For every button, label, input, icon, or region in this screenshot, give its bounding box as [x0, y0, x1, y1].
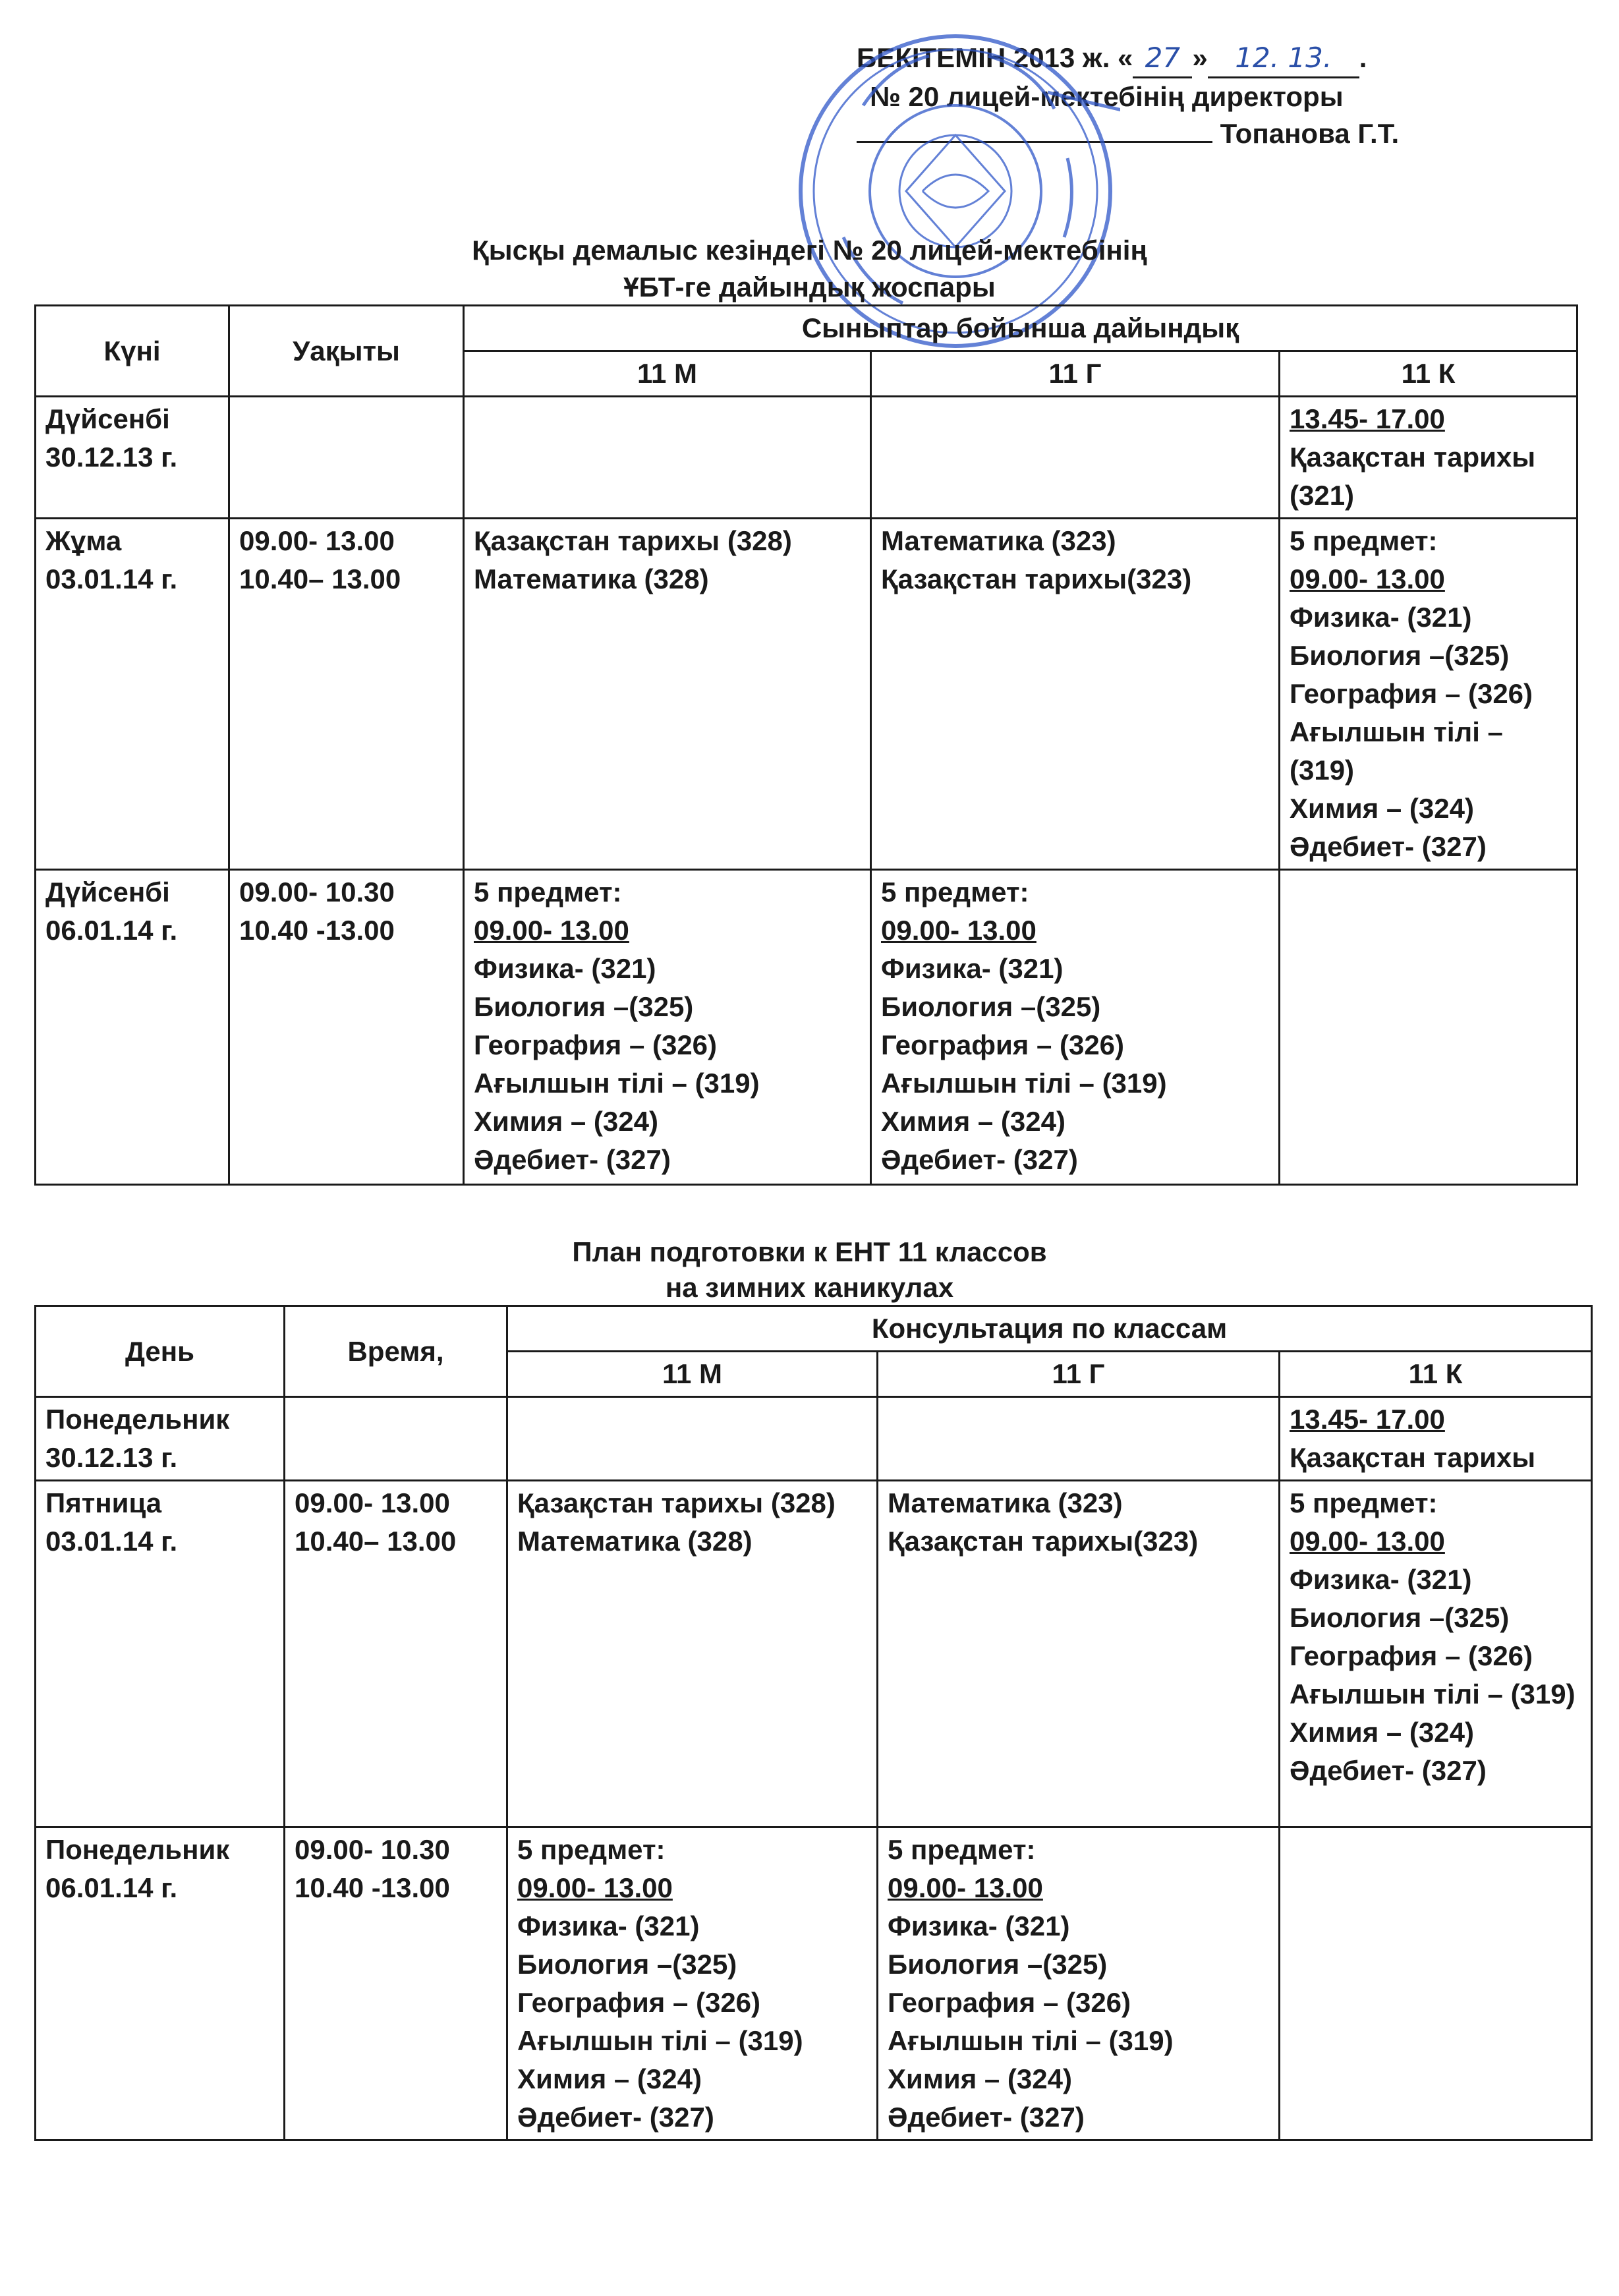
ru-r2-11m	[507, 1481, 878, 1827]
time-line: 10.40– 13.00	[295, 1526, 457, 1557]
kz-header-row	[36, 306, 1577, 351]
subject-line: Физика- (321)	[474, 953, 656, 984]
subject-line: География – (326)	[517, 1987, 761, 2018]
approval-line-2: № 20 лицей-мектебінің директоры	[870, 81, 1344, 112]
ru-schedule-table	[34, 1305, 1593, 2141]
kz-r2-11g	[871, 519, 1280, 870]
subjects-title: 5 предмет:	[1290, 1487, 1438, 1518]
subjects-title: 5 предмет:	[1290, 525, 1438, 556]
subject-line: Биология –(325)	[517, 1949, 737, 1980]
ru-r2-11g	[878, 1481, 1280, 1827]
kz-header-11m: 11 М	[464, 351, 871, 397]
subject-line: География – (326)	[881, 1029, 1125, 1060]
subject-line: Химия – (324)	[517, 2063, 702, 2094]
ru-title-1: План подготовки к ЕНТ 11 классов	[572, 1236, 1047, 1267]
ru-r1-11k	[1280, 1397, 1592, 1481]
kz-r3-11m	[464, 870, 871, 1185]
time-line: 10.40 -13.00	[295, 1872, 450, 1903]
kz-header-11g: 11 Г	[871, 351, 1280, 397]
subject-line: Қазақстан тарихы(323)	[881, 563, 1192, 594]
subjects-time: 09.00- 13.00	[517, 1872, 673, 1903]
subjects-time: 09.00- 13.00	[888, 1872, 1043, 1903]
director-name: Топанова Г.Т.	[1220, 118, 1400, 149]
subject-line: Әдебиет- (327)	[1290, 831, 1487, 862]
ru-r2-time	[285, 1481, 507, 1827]
subject-line: Әдебиет- (327)	[1290, 1755, 1487, 1786]
ru-header-day: День	[36, 1306, 285, 1397]
ru-r3-time	[285, 1827, 507, 2140]
kz-r1-time	[229, 397, 464, 519]
subject-line: Математика (323)	[888, 1487, 1123, 1518]
kz-r1-11k-subject: Қазақстан тарихы (321)	[1290, 442, 1536, 511]
kz-r1-11g	[871, 397, 1280, 519]
kz-r3-day: Дүйсенбі 06.01.14 г.	[36, 870, 229, 1185]
subject-line: Ағылшын тілі – (319)	[517, 2025, 803, 2056]
subject-line: Қазақстан тарихы (328)	[517, 1487, 836, 1518]
subjects-time: 09.00- 13.00	[881, 915, 1037, 946]
approval-day: 27	[1133, 40, 1192, 78]
ru-r1-day: Понедельник 30.12.13 г.	[36, 1397, 285, 1481]
approval-month: 12. 13.	[1208, 40, 1359, 78]
ru-header-11k: 11 К	[1280, 1352, 1592, 1397]
time-line: 09.00- 13.00	[295, 1487, 450, 1518]
kz-header-group: Сыныптар бойынша дайындық	[464, 306, 1577, 351]
subject-line: Математика (323)	[881, 525, 1116, 556]
subject-line: Қазақстан тарихы(323)	[888, 1526, 1199, 1557]
kz-r1-11k-time: 13.45- 17.00	[1290, 403, 1445, 434]
subject-line: География – (326)	[888, 1987, 1131, 2018]
time-line: 09.00- 10.30	[295, 1834, 450, 1865]
table-row	[36, 1827, 1592, 2140]
subject-line: Физика- (321)	[1290, 602, 1472, 633]
subject-line: Физика- (321)	[1290, 1564, 1472, 1595]
kz-r1-11m	[464, 397, 871, 519]
time-line: 09.00- 13.00	[239, 525, 395, 556]
kz-r2-11k	[1280, 519, 1577, 870]
ru-r1-11k-time: 13.45- 17.00	[1290, 1404, 1445, 1435]
ru-header-group: Консультация по классам	[507, 1306, 1592, 1352]
subjects-title: 5 предмет:	[517, 1834, 666, 1865]
subjects-time: 09.00- 13.00	[474, 915, 629, 946]
kz-header-day: Күні	[36, 306, 229, 397]
subject-line: Биология –(325)	[1290, 640, 1510, 671]
table-row	[36, 1481, 1592, 1827]
kz-r2-day: Жұма 03.01.14 г.	[36, 519, 229, 870]
ru-r1-11m	[507, 1397, 878, 1481]
table-row	[36, 519, 1577, 870]
approval-prefix: БЕКІТЕМІН 2013 ж. «	[857, 42, 1133, 73]
ru-r3-day: Понедельник 06.01.14 г.	[36, 1827, 285, 2140]
subjects-title: 5 предмет:	[881, 876, 1029, 907]
subject-line: Химия – (324)	[888, 2063, 1072, 2094]
subject-line: Қазақстан тарихы (328)	[474, 525, 792, 556]
ru-r1-time	[285, 1397, 507, 1481]
ru-r3-11g	[878, 1827, 1280, 2140]
kz-r3-11k	[1280, 870, 1577, 1185]
subject-line: Физика- (321)	[888, 1910, 1070, 1941]
table-row	[36, 870, 1577, 1185]
subject-line: Физика- (321)	[517, 1910, 700, 1941]
ru-r1-11k-subject: Қазақстан тарихы	[1290, 1442, 1536, 1473]
subject-line: Әдебиет- (327)	[888, 2102, 1085, 2133]
subject-line: Әдебиет- (327)	[517, 2102, 714, 2133]
approval-mid: »	[1192, 42, 1208, 73]
subject-line: Химия – (324)	[474, 1106, 658, 1137]
subject-line: Ағылшын тілі – (319)	[881, 1068, 1167, 1099]
subject-line: Химия – (324)	[1290, 1717, 1474, 1748]
ru-r2-11k	[1280, 1481, 1592, 1827]
subject-line: География – (326)	[474, 1029, 718, 1060]
ru-header-time: Время,	[285, 1306, 507, 1397]
subject-line: Биология –(325)	[881, 991, 1101, 1022]
kz-title-2: ҰБТ-ге дайындық жоспары	[623, 272, 996, 302]
time-line: 09.00- 10.30	[239, 876, 395, 907]
subjects-title: 5 предмет:	[474, 876, 622, 907]
table-row	[36, 1397, 1592, 1481]
ru-header-11g: 11 Г	[878, 1352, 1280, 1397]
time-line: 10.40 -13.00	[239, 915, 395, 946]
subject-line: Биология –(325)	[1290, 1602, 1510, 1633]
subjects-title: 5 предмет:	[888, 1834, 1036, 1865]
subject-line: Әдебиет- (327)	[881, 1144, 1078, 1175]
ru-title-2: на зимних каникулах	[665, 1272, 954, 1303]
subject-line: Ағылшын тілі – (319)	[888, 2025, 1174, 2056]
ru-r2-day: Пятница 03.01.14 г.	[36, 1481, 285, 1827]
kz-r3-time	[229, 870, 464, 1185]
kz-header-time: Уақыты	[229, 306, 464, 397]
subject-line: Биология –(325)	[474, 991, 694, 1022]
subject-line: Математика (328)	[474, 563, 709, 594]
subject-line: Биология –(325)	[888, 1949, 1108, 1980]
subjects-time: 09.00- 13.00	[1290, 563, 1445, 594]
kz-r1-11k	[1280, 397, 1577, 519]
time-line: 10.40– 13.00	[239, 563, 401, 594]
kz-schedule-table	[34, 304, 1578, 1186]
ru-r1-11g	[878, 1397, 1280, 1481]
kz-r2-11m	[464, 519, 871, 870]
subject-line: Әдебиет- (327)	[474, 1144, 671, 1175]
kz-r3-11g	[871, 870, 1280, 1185]
ru-header-11m: 11 М	[507, 1352, 878, 1397]
subject-line: Ағылшын тілі – (319)	[474, 1068, 760, 1099]
subject-line: Математика (328)	[517, 1526, 753, 1557]
subjects-time: 09.00- 13.00	[1290, 1526, 1445, 1557]
subject-line: Химия – (324)	[1290, 793, 1474, 824]
kz-title-1: Қысқы демалыс кезіндегі № 20 лицей-мектебінің	[472, 235, 1147, 266]
subject-line: Физика- (321)	[881, 953, 1064, 984]
approval-line-1: БЕКІТЕМІН 2013 ж. « 27 » 12. 13. .	[857, 40, 1450, 78]
subject-line: Ағылшын тілі – (319)	[1290, 1679, 1576, 1709]
ru-r3-11m	[507, 1827, 878, 2140]
ru-r3-11k	[1280, 1827, 1592, 2140]
subject-line: Химия – (324)	[881, 1106, 1065, 1137]
ru-header-row	[36, 1306, 1592, 1352]
table-row	[36, 397, 1577, 519]
kz-r1-day: Дүйсенбі 30.12.13 г.	[36, 397, 229, 519]
subject-line: Ағылшын тілі – (319)	[1290, 716, 1503, 786]
kz-r2-time	[229, 519, 464, 870]
subject-line: География – (326)	[1290, 1640, 1533, 1671]
kz-header-11k: 11 К	[1280, 351, 1577, 397]
subject-line: География – (326)	[1290, 678, 1533, 709]
